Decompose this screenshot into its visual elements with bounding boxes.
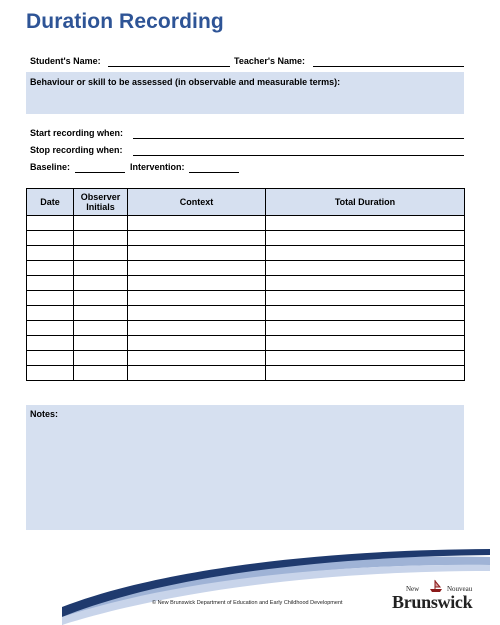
start-recording-label: Start recording when: xyxy=(30,128,124,138)
column-header-observer-initials xyxy=(74,189,128,216)
table-row xyxy=(27,231,465,246)
new-brunswick-logo xyxy=(392,583,492,619)
cell-date[interactable] xyxy=(27,216,74,231)
logo-brunswick-text: Brunswick xyxy=(392,592,473,612)
cell-observer-initials[interactable] xyxy=(74,321,128,336)
start-recording-field[interactable] xyxy=(133,138,464,139)
duration-table xyxy=(26,188,465,381)
teacher-name-field[interactable] xyxy=(313,66,464,67)
cell-context[interactable] xyxy=(128,276,266,291)
footer-copyright: © New Brunswick Department of Education and Early Childhood Development xyxy=(152,600,343,606)
cell-context[interactable] xyxy=(128,321,266,336)
cell-total-duration[interactable] xyxy=(266,336,465,351)
column-header-date: Date xyxy=(27,189,74,216)
stop-recording-label: Stop recording when: xyxy=(30,145,123,155)
cell-observer-initials[interactable] xyxy=(74,261,128,276)
cell-context[interactable] xyxy=(128,366,266,381)
cell-total-duration[interactable] xyxy=(266,246,465,261)
cell-context[interactable] xyxy=(128,231,266,246)
cell-date[interactable] xyxy=(27,336,74,351)
cell-observer-initials[interactable] xyxy=(74,246,128,261)
cell-date[interactable] xyxy=(27,276,74,291)
cell-date[interactable] xyxy=(27,231,74,246)
intervention-label: Intervention: xyxy=(130,162,185,172)
column-header-total-duration: Total Duration xyxy=(266,189,465,216)
cell-total-duration[interactable] xyxy=(266,231,465,246)
table-row xyxy=(27,306,465,321)
cell-observer-initials[interactable] xyxy=(74,336,128,351)
behaviour-label: Behaviour or skill to be assessed (in observable and measurable terms): xyxy=(30,77,341,87)
cell-date[interactable] xyxy=(27,366,74,381)
teacher-name-label: Teacher's Name: xyxy=(234,56,306,66)
cell-total-duration[interactable] xyxy=(266,306,465,321)
column-header-context: Context xyxy=(128,189,266,216)
notes-label: Notes: xyxy=(30,409,59,419)
table-row xyxy=(27,246,465,261)
logo-nouveau-text: Nouveau xyxy=(447,585,473,593)
cell-total-duration[interactable] xyxy=(266,366,465,381)
cell-context[interactable] xyxy=(128,216,266,231)
cell-context[interactable] xyxy=(128,261,266,276)
table-row xyxy=(27,336,465,351)
table-header-row xyxy=(27,189,465,216)
cell-total-duration[interactable] xyxy=(266,321,465,336)
cell-context[interactable] xyxy=(128,351,266,366)
table-row xyxy=(27,276,465,291)
cell-context[interactable] xyxy=(128,246,266,261)
cell-total-duration[interactable] xyxy=(266,276,465,291)
cell-date[interactable] xyxy=(27,291,74,306)
student-name-label: Student's Name: xyxy=(30,56,101,66)
cell-date[interactable] xyxy=(27,351,74,366)
cell-date[interactable] xyxy=(27,321,74,336)
stop-recording-field[interactable] xyxy=(133,155,464,156)
cell-observer-initials[interactable] xyxy=(74,351,128,366)
cell-observer-initials[interactable] xyxy=(74,291,128,306)
cell-observer-initials[interactable] xyxy=(74,231,128,246)
cell-date[interactable] xyxy=(27,246,74,261)
cell-total-duration[interactable] xyxy=(266,261,465,276)
cell-total-duration[interactable] xyxy=(266,216,465,231)
student-name-field[interactable] xyxy=(108,66,230,67)
intervention-field[interactable] xyxy=(189,172,239,173)
baseline-label: Baseline: xyxy=(30,162,71,172)
table-row xyxy=(27,366,465,381)
cell-total-duration[interactable] xyxy=(266,291,465,306)
cell-context[interactable] xyxy=(128,291,266,306)
table-row xyxy=(27,261,465,276)
cell-observer-initials[interactable] xyxy=(74,366,128,381)
table-row xyxy=(27,321,465,336)
page-title: Duration Recording xyxy=(26,10,224,33)
notes-box[interactable] xyxy=(26,405,464,530)
table-row xyxy=(27,291,465,306)
table-row xyxy=(27,216,465,231)
cell-observer-initials[interactable] xyxy=(74,276,128,291)
cell-observer-initials[interactable] xyxy=(74,306,128,321)
cell-total-duration[interactable] xyxy=(266,351,465,366)
logo-new-text: New xyxy=(406,585,420,593)
table-row xyxy=(27,351,465,366)
ship-icon xyxy=(428,579,444,593)
cell-date[interactable] xyxy=(27,261,74,276)
baseline-field[interactable] xyxy=(75,172,125,173)
cell-context[interactable] xyxy=(128,336,266,351)
cell-context[interactable] xyxy=(128,306,266,321)
cell-date[interactable] xyxy=(27,306,74,321)
observer-initials-text: Observer Initials xyxy=(80,192,121,212)
cell-observer-initials[interactable] xyxy=(74,216,128,231)
